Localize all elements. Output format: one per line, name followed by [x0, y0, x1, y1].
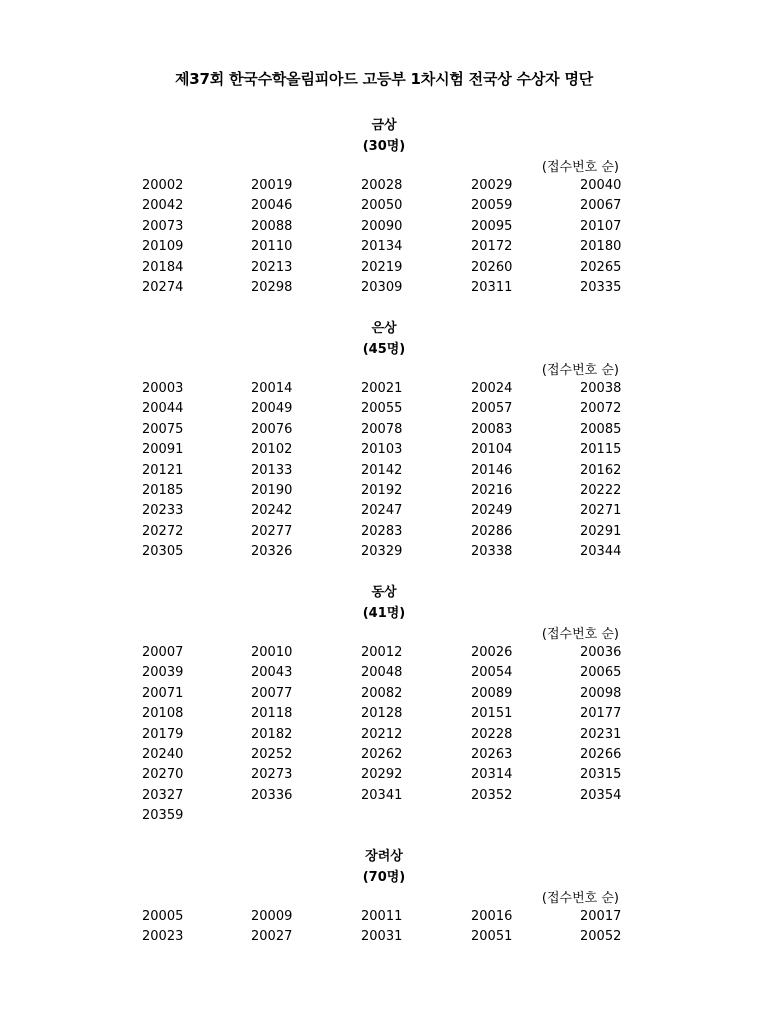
entry-number: 20344: [580, 544, 622, 560]
entry-number: 20336: [251, 787, 293, 803]
entry-number: 20078: [361, 421, 403, 437]
entry-number: 20095: [471, 218, 513, 234]
entry-number: 20262: [361, 746, 403, 762]
entry-number: 20338: [471, 544, 513, 560]
entry-number: 20028: [361, 178, 403, 193]
entry-number: 20090: [361, 218, 403, 234]
entry-number: 20352: [471, 787, 513, 803]
entry-number: 20016: [471, 909, 513, 924]
entry-number: 20075: [142, 421, 184, 437]
entry-number: 20026: [471, 645, 513, 660]
entry-number: 20067: [580, 198, 622, 214]
entry-number: 20042: [142, 198, 184, 214]
section-count: (70명): [362, 870, 406, 885]
entry-number: 20185: [142, 482, 184, 498]
entry-number: 20266: [580, 746, 622, 762]
entry-number: 20104: [471, 442, 513, 458]
entry-number: 20335: [580, 279, 622, 295]
entry-number: 20027: [251, 929, 293, 945]
entry-number: 20242: [251, 503, 293, 519]
entry-number: 20142: [361, 462, 403, 478]
entry-number: 20359: [142, 808, 184, 824]
entry-number: 20049: [251, 401, 293, 417]
entry-number: 20179: [142, 726, 184, 742]
entry-number: 20277: [251, 523, 293, 539]
entry-number: 20128: [361, 706, 403, 722]
entry-number: 20228: [471, 726, 513, 742]
entry-number: 20133: [251, 462, 293, 478]
entry-number: 20283: [361, 523, 403, 539]
entry-number: 20213: [251, 259, 293, 275]
entry-number: 20089: [471, 685, 513, 701]
entry-number: 20341: [361, 787, 403, 803]
entry-number: 20057: [471, 401, 513, 417]
number-grid: [142, 379, 620, 563]
section-count: (45명): [362, 342, 406, 357]
order-note: (접수번호 순): [541, 363, 619, 378]
entry-number: 20011: [361, 909, 403, 924]
entry-number: 20002: [142, 178, 184, 193]
section-title: 동상: [371, 585, 397, 600]
entry-number: 20085: [580, 421, 622, 437]
entry-number: 20108: [142, 706, 184, 722]
entry-number: 20190: [251, 482, 293, 498]
entry-number: 20107: [580, 218, 622, 234]
entry-number: 20072: [580, 401, 622, 417]
document-title: 제37회 한국수학올림피아드 고등부 1차시험 전국상 수상자 명단: [174, 70, 594, 88]
entry-number: 20065: [580, 665, 622, 681]
entry-number: 20044: [142, 401, 184, 417]
entry-number: 20212: [361, 726, 403, 742]
entry-number: 20055: [361, 401, 403, 417]
entry-number: 20019: [251, 178, 293, 193]
entry-number: 20052: [580, 929, 622, 945]
entry-number: 20222: [580, 482, 622, 498]
order-note: (접수번호 순): [541, 160, 619, 175]
entry-number: 20102: [251, 442, 293, 458]
entry-number: 20192: [361, 482, 403, 498]
entry-number: 20109: [142, 239, 184, 255]
entry-number: 20014: [251, 381, 293, 396]
entry-number: 20083: [471, 421, 513, 437]
entry-number: 20314: [471, 767, 513, 783]
entry-number: 20180: [580, 239, 622, 255]
entry-number: 20184: [142, 259, 184, 275]
entry-number: 20115: [580, 442, 622, 458]
entry-number: 20311: [471, 279, 513, 295]
entry-number: 20151: [471, 706, 513, 722]
entry-number: 20024: [471, 381, 513, 396]
entry-number: 20286: [471, 523, 513, 539]
entry-number: 20247: [361, 503, 403, 519]
entry-number: 20031: [361, 929, 403, 945]
entry-number: 20354: [580, 787, 622, 803]
entry-number: 20291: [580, 523, 622, 539]
number-grid: [142, 907, 620, 948]
entry-number: 20091: [142, 442, 184, 458]
entry-number: 20029: [471, 178, 513, 193]
entry-number: 20216: [471, 482, 513, 498]
order-note: (접수번호 순): [541, 627, 619, 642]
entry-number: 20009: [251, 909, 293, 924]
entry-number: 20073: [142, 218, 184, 234]
section-title: 은상: [371, 321, 397, 336]
entry-number: 20036: [580, 645, 622, 660]
entry-number: 20146: [471, 462, 513, 478]
number-grid: [142, 643, 620, 827]
entry-number: 20260: [471, 259, 513, 275]
entry-number: 20249: [471, 503, 513, 519]
entry-number: 20048: [361, 665, 403, 681]
entry-number: 20233: [142, 503, 184, 519]
entry-number: 20088: [251, 218, 293, 234]
entry-number: 20050: [361, 198, 403, 214]
entry-number: 20309: [361, 279, 403, 295]
entry-number: 20023: [142, 929, 184, 945]
entry-number: 20305: [142, 544, 184, 560]
entry-number: 20272: [142, 523, 184, 539]
entry-number: 20039: [142, 665, 184, 681]
entry-number: 20046: [251, 198, 293, 214]
entry-number: 20177: [580, 706, 622, 722]
entry-number: 20240: [142, 746, 184, 762]
entry-number: 20182: [251, 726, 293, 742]
entry-number: 20040: [580, 178, 622, 193]
entry-number: 20012: [361, 645, 403, 660]
entry-number: 20270: [142, 767, 184, 783]
order-note: (접수번호 순): [541, 891, 619, 906]
section-title: 금상: [371, 118, 397, 133]
entry-number: 20118: [251, 706, 293, 722]
section-count: (41명): [362, 606, 406, 621]
entry-number: 20162: [580, 462, 622, 478]
entry-number: 20005: [142, 909, 184, 924]
entry-number: 20252: [251, 746, 293, 762]
entry-number: 20326: [251, 544, 293, 560]
entry-number: 20231: [580, 726, 622, 742]
entry-number: 20007: [142, 645, 184, 660]
entry-number: 20271: [580, 503, 622, 519]
entry-number: 20059: [471, 198, 513, 214]
number-grid: [142, 176, 620, 298]
entry-number: 20263: [471, 746, 513, 762]
entry-number: 20110: [251, 239, 293, 255]
entry-number: 20003: [142, 381, 184, 396]
entry-number: 20219: [361, 259, 403, 275]
entry-number: 20054: [471, 665, 513, 681]
entry-number: 20292: [361, 767, 403, 783]
entry-number: 20274: [142, 279, 184, 295]
entry-number: 20298: [251, 279, 293, 295]
entry-number: 20021: [361, 381, 403, 396]
entry-number: 20017: [580, 909, 622, 924]
entry-number: 20098: [580, 685, 622, 701]
entry-number: 20315: [580, 767, 622, 783]
entry-number: 20327: [142, 787, 184, 803]
entry-number: 20134: [361, 239, 403, 255]
entry-number: 20071: [142, 685, 184, 701]
entry-number: 20038: [580, 381, 622, 396]
entry-number: 20172: [471, 239, 513, 255]
entry-number: 20121: [142, 462, 184, 478]
entry-number: 20076: [251, 421, 293, 437]
entry-number: 20273: [251, 767, 293, 783]
entry-number: 20077: [251, 685, 293, 701]
section-count: (30명): [362, 139, 406, 154]
section-title: 장려상: [365, 849, 403, 864]
entry-number: 20051: [471, 929, 513, 945]
entry-number: 20103: [361, 442, 403, 458]
entry-number: 20082: [361, 685, 403, 701]
entry-number: 20043: [251, 665, 293, 681]
entry-number: 20010: [251, 645, 293, 660]
entry-number: 20265: [580, 259, 622, 275]
entry-number: 20329: [361, 544, 403, 560]
